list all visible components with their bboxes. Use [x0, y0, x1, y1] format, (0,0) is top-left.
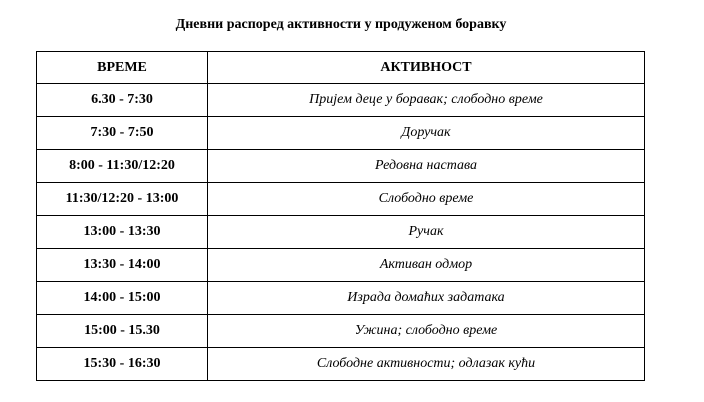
table-header-row: [37, 52, 645, 84]
activity-cell: Израда домаћих задатака: [208, 282, 645, 315]
table-row: [37, 315, 645, 348]
table-row: [37, 117, 645, 150]
table-row: [37, 183, 645, 216]
table-row: [37, 282, 645, 315]
activity-cell: Ужина; слободно време: [208, 315, 645, 348]
schedule-table: [36, 51, 645, 381]
activity-cell: Пријем деце у боравак; слободно време: [208, 84, 645, 117]
activity-cell: Редовна настава: [208, 150, 645, 183]
table-row: [37, 84, 645, 117]
time-cell: 6.30 - 7:30: [37, 84, 208, 117]
time-cell: 13:30 - 14:00: [37, 249, 208, 282]
time-cell: 14:00 - 15:00: [37, 282, 208, 315]
table-row: [37, 150, 645, 183]
activity-cell: Слободно време: [208, 183, 645, 216]
column-header-activity: АКТИВНОСТ: [208, 52, 645, 84]
activity-cell: Активан одмор: [208, 249, 645, 282]
time-cell: 7:30 - 7:50: [37, 117, 208, 150]
time-cell: 13:00 - 13:30: [37, 216, 208, 249]
activity-cell: Ручак: [208, 216, 645, 249]
time-cell: 15:00 - 15.30: [37, 315, 208, 348]
table-row: [37, 249, 645, 282]
time-cell: 11:30/12:20 - 13:00: [37, 183, 208, 216]
table-row: [37, 216, 645, 249]
document-title: Дневни распоред активности у продуженом боравку: [175, 17, 507, 32]
table-row: [37, 348, 645, 381]
time-cell: 15:30 - 16:30: [37, 348, 208, 381]
activity-cell: Слободне активности; одлазак кући: [208, 348, 645, 381]
activity-cell: Доручак: [208, 117, 645, 150]
time-cell: 8:00 - 11:30/12:20: [37, 150, 208, 183]
column-header-time: ВРЕМЕ: [37, 52, 208, 84]
